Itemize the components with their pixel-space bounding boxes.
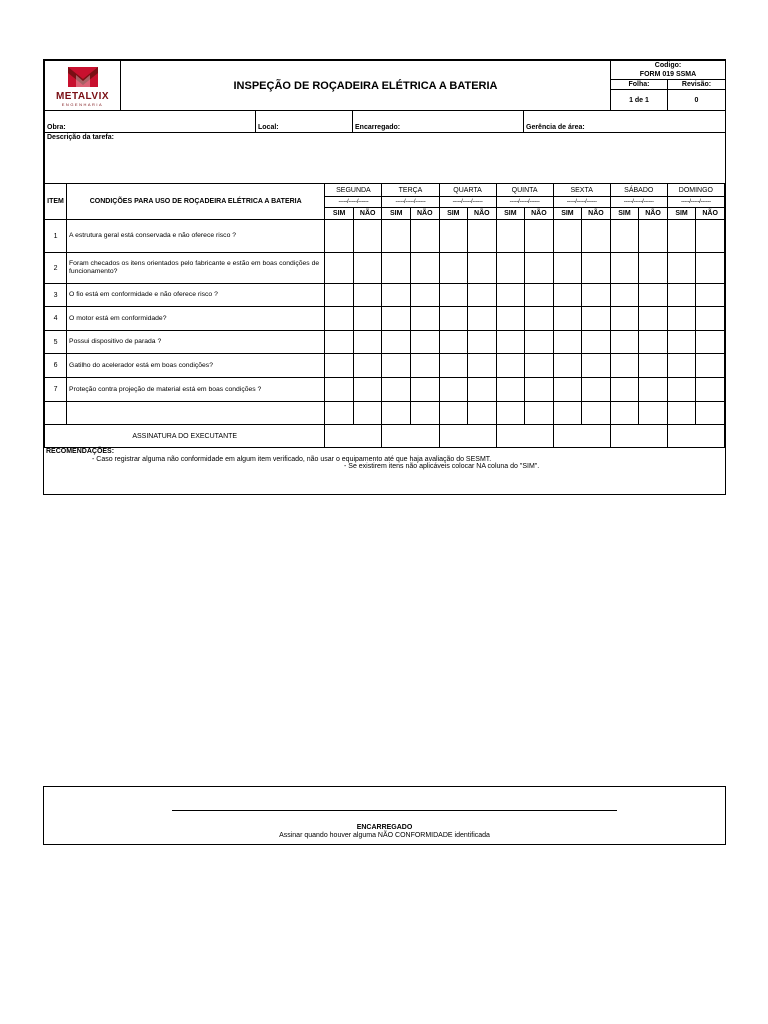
nao-check-cell[interactable] xyxy=(410,220,439,253)
code-value: FORM 019 SSMA xyxy=(639,71,697,78)
item-condition: Possui dispositivo de parada ? xyxy=(67,331,325,354)
sim-check-cell[interactable] xyxy=(439,331,468,354)
sim-check-cell[interactable] xyxy=(496,307,525,331)
code-label: Codigo: xyxy=(654,62,682,69)
nao-header: NÃO xyxy=(410,208,439,220)
nao-check-cell[interactable] xyxy=(525,220,554,253)
nao-check-cell[interactable] xyxy=(468,378,497,402)
check-cell[interactable] xyxy=(610,402,639,425)
sim-check-cell[interactable] xyxy=(610,354,639,378)
date-field[interactable]: -----/-----/------ xyxy=(553,197,610,208)
sim-check-cell[interactable] xyxy=(382,220,411,253)
item-condition: O fio está em conformidade e não oferece risco ? xyxy=(67,284,325,307)
item-number: 2 xyxy=(45,253,67,284)
sim-check-cell[interactable] xyxy=(667,354,696,378)
item-condition: Foram checados os itens orientados pelo fabricante e estão em boas condições de funcionamento? xyxy=(67,253,325,284)
signature-cell[interactable] xyxy=(553,425,610,448)
nao-header: NÃO xyxy=(468,208,497,220)
nao-header: NÃO xyxy=(525,208,554,220)
day-monday: SEGUNDA xyxy=(325,184,382,197)
date-field[interactable]: -----/-----/------ xyxy=(496,197,553,208)
sim-check-cell[interactable] xyxy=(553,307,582,331)
form-header xyxy=(44,60,726,111)
blank-cell xyxy=(67,402,325,425)
sim-check-cell[interactable] xyxy=(439,220,468,253)
item-row xyxy=(45,331,725,354)
sim-check-cell[interactable] xyxy=(553,378,582,402)
item-condition: A estrutura geral está conservada e não oferece risco ? xyxy=(67,220,325,253)
sim-check-cell[interactable] xyxy=(553,220,582,253)
sim-check-cell[interactable] xyxy=(382,253,411,284)
nao-check-cell[interactable] xyxy=(639,331,668,354)
nao-check-cell[interactable] xyxy=(525,331,554,354)
form-code xyxy=(611,61,726,80)
nao-check-cell[interactable] xyxy=(639,378,668,402)
nao-check-cell[interactable] xyxy=(525,354,554,378)
sim-check-cell[interactable] xyxy=(325,253,354,284)
item-number: 5 xyxy=(45,331,67,354)
sim-check-cell[interactable] xyxy=(610,307,639,331)
recommendations-section xyxy=(44,448,725,494)
nao-check-cell[interactable] xyxy=(468,284,497,307)
sim-check-cell[interactable] xyxy=(325,354,354,378)
sim-check-cell[interactable] xyxy=(496,354,525,378)
nao-check-cell[interactable] xyxy=(410,354,439,378)
nao-header: NÃO xyxy=(696,208,725,220)
day-wednesday: QUARTA xyxy=(439,184,496,197)
nao-check-cell[interactable] xyxy=(468,354,497,378)
supervisor-signature-box xyxy=(43,786,726,845)
sim-check-cell[interactable] xyxy=(496,220,525,253)
nao-header: NÃO xyxy=(582,208,611,220)
blank-item-row xyxy=(45,402,725,425)
obra-field[interactable]: Obra: xyxy=(45,111,256,133)
nao-check-cell[interactable] xyxy=(468,253,497,284)
day-saturday: SÁBADO xyxy=(610,184,667,197)
date-field[interactable]: -----/-----/------ xyxy=(439,197,496,208)
info-section xyxy=(44,111,726,184)
nao-check-cell[interactable] xyxy=(639,253,668,284)
checklist-table xyxy=(44,184,725,448)
nao-check-cell[interactable] xyxy=(639,354,668,378)
day-thursday: QUINTA xyxy=(496,184,553,197)
item-number: 3 xyxy=(45,284,67,307)
sim-header: SIM xyxy=(325,208,354,220)
task-description-field[interactable]: Descrição da tarefa: xyxy=(45,133,726,184)
nao-check-cell[interactable] xyxy=(468,307,497,331)
sim-check-cell[interactable] xyxy=(325,307,354,331)
sim-check-cell[interactable] xyxy=(553,284,582,307)
nao-check-cell[interactable] xyxy=(410,307,439,331)
item-row xyxy=(45,220,725,253)
nao-check-cell[interactable] xyxy=(525,284,554,307)
sim-check-cell[interactable] xyxy=(325,378,354,402)
sim-check-cell[interactable] xyxy=(382,378,411,402)
date-field[interactable]: -----/-----/------ xyxy=(382,197,439,208)
company-logo xyxy=(45,61,121,111)
nao-check-cell[interactable] xyxy=(353,284,382,307)
sim-check-cell[interactable] xyxy=(382,354,411,378)
metalvix-logo-icon xyxy=(66,65,100,89)
inspection-form xyxy=(43,59,726,495)
nao-check-cell[interactable] xyxy=(468,331,497,354)
nao-check-cell[interactable] xyxy=(696,284,725,307)
item-condition: Gatilho do acelerador está em boas condições? xyxy=(67,354,325,378)
check-cell[interactable] xyxy=(496,402,525,425)
item-condition: O motor está em conformidade? xyxy=(67,307,325,331)
sim-check-cell[interactable] xyxy=(610,284,639,307)
date-field[interactable]: -----/-----/------ xyxy=(667,197,724,208)
signature-row xyxy=(45,425,725,448)
sim-check-cell[interactable] xyxy=(496,331,525,354)
nao-check-cell[interactable] xyxy=(696,220,725,253)
nao-check-cell[interactable] xyxy=(468,220,497,253)
sim-check-cell[interactable] xyxy=(667,220,696,253)
revision-label: Revisão: xyxy=(668,80,726,90)
nao-check-cell[interactable] xyxy=(353,354,382,378)
nao-check-cell[interactable] xyxy=(353,220,382,253)
sim-check-cell[interactable] xyxy=(496,253,525,284)
sim-check-cell[interactable] xyxy=(667,307,696,331)
signature-cell[interactable] xyxy=(667,425,724,448)
nao-check-cell[interactable] xyxy=(525,378,554,402)
check-cell[interactable] xyxy=(525,402,554,425)
sim-check-cell[interactable] xyxy=(667,284,696,307)
date-field[interactable]: -----/-----/------ xyxy=(325,197,382,208)
recommendation-line-1: - Caso registrar alguma não conformidade em algum item verificado, não usar o equipamento até que haja avaliação do SESMT. xyxy=(92,456,492,463)
sim-check-cell[interactable] xyxy=(325,220,354,253)
nao-check-cell[interactable] xyxy=(582,220,611,253)
nao-check-cell[interactable] xyxy=(353,378,382,402)
sim-header: SIM xyxy=(667,208,696,220)
nao-check-cell[interactable] xyxy=(525,253,554,284)
item-header: ITEM xyxy=(45,184,67,220)
sim-check-cell[interactable] xyxy=(610,220,639,253)
check-cell[interactable] xyxy=(325,402,354,425)
sim-check-cell[interactable] xyxy=(439,307,468,331)
check-cell[interactable] xyxy=(353,402,382,425)
item-condition: Proteção contra projeção de material está em boas condições ? xyxy=(67,378,325,402)
sim-header: SIM xyxy=(610,208,639,220)
day-sunday: DOMINGO xyxy=(667,184,724,197)
sim-check-cell[interactable] xyxy=(496,378,525,402)
gerencia-field[interactable]: Gerência de área: xyxy=(524,111,726,133)
nao-check-cell[interactable] xyxy=(696,378,725,402)
sim-check-cell[interactable] xyxy=(325,284,354,307)
check-cell[interactable] xyxy=(382,402,411,425)
nao-check-cell[interactable] xyxy=(696,307,725,331)
sim-check-cell[interactable] xyxy=(382,331,411,354)
nao-check-cell[interactable] xyxy=(582,253,611,284)
signature-cell[interactable] xyxy=(382,425,439,448)
sim-check-cell[interactable] xyxy=(496,284,525,307)
check-cell[interactable] xyxy=(582,402,611,425)
date-field[interactable]: -----/-----/------ xyxy=(610,197,667,208)
item-number: 7 xyxy=(45,378,67,402)
nao-check-cell[interactable] xyxy=(696,331,725,354)
sim-check-cell[interactable] xyxy=(439,354,468,378)
sim-header: SIM xyxy=(496,208,525,220)
signature-cell[interactable] xyxy=(496,425,553,448)
sim-check-cell[interactable] xyxy=(667,378,696,402)
nao-check-cell[interactable] xyxy=(410,378,439,402)
nao-check-cell[interactable] xyxy=(410,253,439,284)
item-row xyxy=(45,284,725,307)
check-cell[interactable] xyxy=(553,402,582,425)
nao-header: NÃO xyxy=(353,208,382,220)
signature-cell[interactable] xyxy=(439,425,496,448)
nao-check-cell[interactable] xyxy=(353,253,382,284)
sim-header: SIM xyxy=(553,208,582,220)
sheet-value: 1 de 1 xyxy=(611,90,668,111)
supervisor-instruction: Assinar quando houver alguma NÃO CONFORMIDADE identificada xyxy=(279,832,490,839)
item-number: 4 xyxy=(45,307,67,331)
nao-check-cell[interactable] xyxy=(639,307,668,331)
supervisor-title: ENCARREGADO xyxy=(356,824,413,831)
item-row xyxy=(45,354,725,378)
nao-check-cell[interactable] xyxy=(696,354,725,378)
encarregado-field[interactable]: Encarregado: xyxy=(353,111,524,133)
signature-cell[interactable] xyxy=(610,425,667,448)
revision-value: 0 xyxy=(668,90,726,111)
check-cell[interactable] xyxy=(639,402,668,425)
sim-check-cell[interactable] xyxy=(439,284,468,307)
sim-check-cell[interactable] xyxy=(382,307,411,331)
conditions-header: CONDIÇÕES PARA USO DE ROÇADEIRA ELÉTRICA A BATERIA xyxy=(67,184,325,220)
sim-check-cell[interactable] xyxy=(439,378,468,402)
nao-check-cell[interactable] xyxy=(639,284,668,307)
item-number: 6 xyxy=(45,354,67,378)
sim-check-cell[interactable] xyxy=(553,331,582,354)
nao-check-cell[interactable] xyxy=(582,378,611,402)
sim-check-cell[interactable] xyxy=(610,253,639,284)
sim-check-cell[interactable] xyxy=(610,378,639,402)
local-field[interactable]: Local: xyxy=(256,111,353,133)
nao-check-cell[interactable] xyxy=(696,253,725,284)
blank-cell xyxy=(45,402,67,425)
sim-header: SIM xyxy=(382,208,411,220)
sheet-label: Folha: xyxy=(611,80,668,90)
logo-subtitle: ENGENHARIA xyxy=(61,101,104,107)
signature-line[interactable] xyxy=(172,810,617,811)
signature-cell[interactable] xyxy=(325,425,382,448)
sim-check-cell[interactable] xyxy=(439,253,468,284)
days-header-row xyxy=(45,184,725,197)
form-title: INSPEÇÃO DE ROÇADEIRA ELÉTRICA A BATERIA xyxy=(121,61,611,111)
day-friday: SEXTA xyxy=(553,184,610,197)
check-cell[interactable] xyxy=(468,402,497,425)
item-number: 1 xyxy=(45,220,67,253)
day-tuesday: TERÇA xyxy=(382,184,439,197)
nao-check-cell[interactable] xyxy=(410,331,439,354)
item-row xyxy=(45,307,725,331)
nao-check-cell[interactable] xyxy=(582,284,611,307)
recommendation-line-2: - Se existirem itens não aplicáveis colocar NA coluna do "SIM". xyxy=(344,463,540,470)
nao-check-cell[interactable] xyxy=(639,220,668,253)
check-cell[interactable] xyxy=(667,402,696,425)
logo-name: METALVIX xyxy=(55,90,110,102)
check-cell[interactable] xyxy=(696,402,725,425)
recommendations-label: RECOMENDAÇÕES: xyxy=(46,448,115,455)
sim-check-cell[interactable] xyxy=(610,331,639,354)
sim-header: SIM xyxy=(439,208,468,220)
nao-check-cell[interactable] xyxy=(525,307,554,331)
item-row xyxy=(45,378,725,402)
sim-check-cell[interactable] xyxy=(325,331,354,354)
nao-check-cell[interactable] xyxy=(582,331,611,354)
nao-check-cell[interactable] xyxy=(582,307,611,331)
check-cell[interactable] xyxy=(439,402,468,425)
nao-check-cell[interactable] xyxy=(582,354,611,378)
nao-check-cell[interactable] xyxy=(353,331,382,354)
sim-check-cell[interactable] xyxy=(382,284,411,307)
signature-label: ASSINATURA DO EXECUTANTE xyxy=(45,425,325,448)
item-row xyxy=(45,253,725,284)
sim-check-cell[interactable] xyxy=(553,253,582,284)
nao-check-cell[interactable] xyxy=(410,284,439,307)
sim-check-cell[interactable] xyxy=(667,253,696,284)
sim-check-cell[interactable] xyxy=(553,354,582,378)
nao-header: NÃO xyxy=(639,208,668,220)
sim-check-cell[interactable] xyxy=(667,331,696,354)
nao-check-cell[interactable] xyxy=(353,307,382,331)
check-cell[interactable] xyxy=(410,402,439,425)
